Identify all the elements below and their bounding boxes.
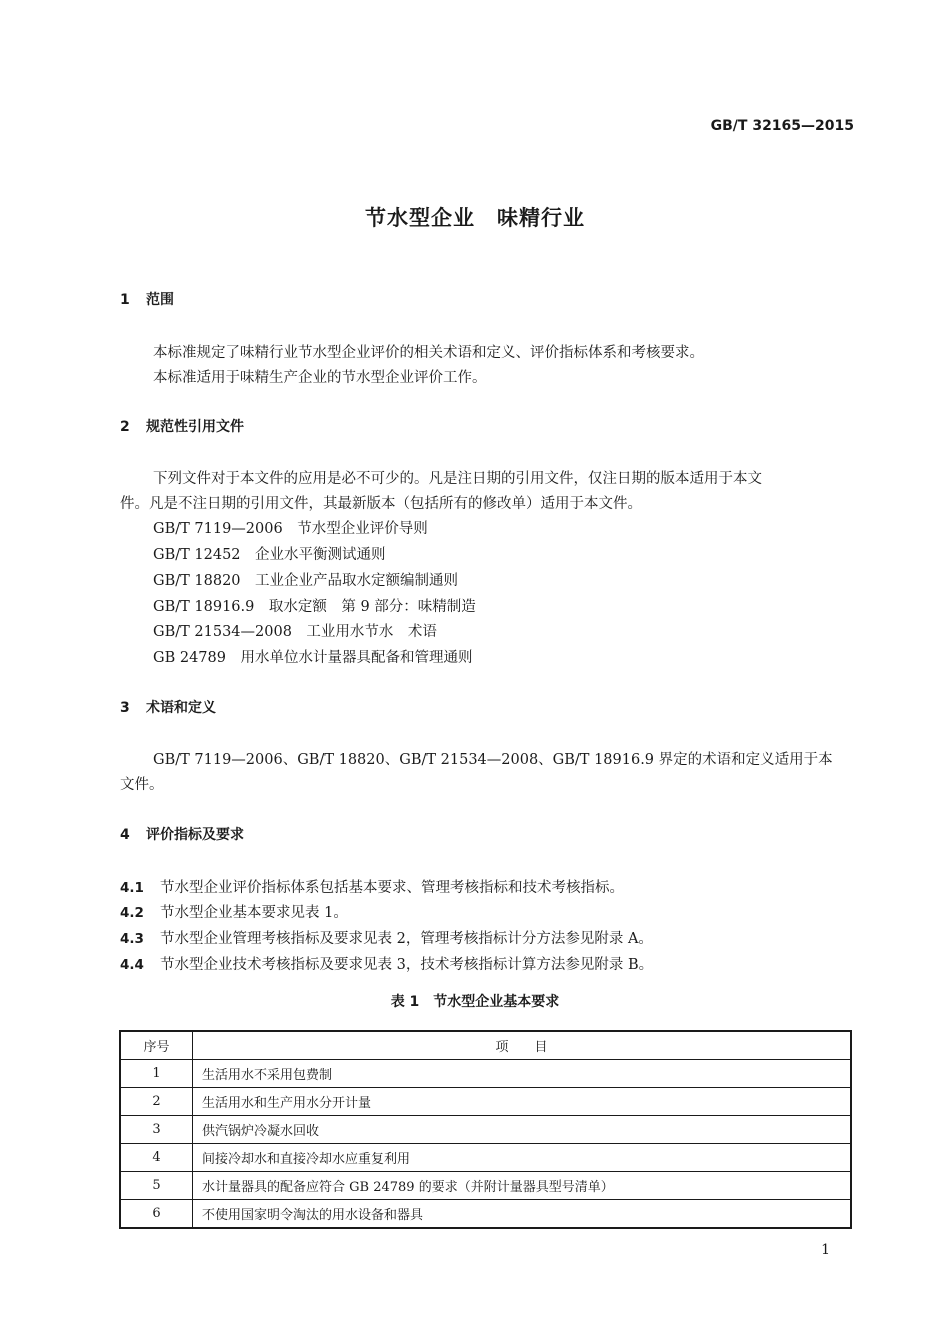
clause-4-2 — [120, 901, 348, 922]
paragraph: 本标准适用于味精生产企业的节水型企业评价工作。 — [153, 370, 487, 386]
reference-item: GB/T 18916.9 取水定额 第 9 部分：味精制造 — [153, 599, 476, 615]
section-title: 评价指标及要求 — [146, 827, 244, 843]
requirements-table — [119, 1030, 852, 1229]
reference-item: GB/T 12452 企业水平衡测试通则 — [153, 547, 386, 563]
clause-4-1 — [120, 876, 624, 897]
column-header-index: 序号 — [120, 1031, 193, 1060]
section-2-heading — [120, 416, 244, 436]
table-caption: 表 1 节水型企业基本要求 — [390, 994, 560, 1010]
paragraph-continuation: 件。凡是不注日期的引用文件，其最新版本（包括所有的修改单）适用于本文件。 — [120, 496, 642, 512]
row-item: 生活用水和生产用水分开计量 — [193, 1088, 852, 1116]
clause-4-3 — [120, 927, 653, 948]
paragraph: 本标准规定了味精行业节水型企业评价的相关术语和定义、评价指标体系和考核要求。 — [153, 345, 704, 361]
reference-item: GB/T 7119—2006 节水型企业评价导则 — [153, 521, 428, 537]
row-index: 4 — [120, 1144, 193, 1172]
clause-text: 节水型企业管理考核指标及要求见表 2，管理考核指标计分方法参见附录 A。 — [160, 931, 653, 947]
table-row — [120, 1060, 851, 1088]
section-1-heading — [120, 289, 174, 309]
row-item: 不使用国家明令淘汰的用水设备和器具 — [193, 1200, 852, 1229]
reference-item: GB 24789 用水单位水计量器具配备和管理通则 — [153, 650, 473, 666]
row-index: 3 — [120, 1116, 193, 1144]
clause-text: 节水型企业评价指标体系包括基本要求、管理考核指标和技术考核指标。 — [160, 880, 624, 896]
table-header-row — [120, 1031, 851, 1060]
reference-item: GB/T 18820 工业企业产品取水定额编制通则 — [153, 573, 459, 589]
clause-number: 4.1 — [120, 880, 144, 896]
reference-item: GB/T 21534—2008 工业用水节水 术语 — [153, 624, 437, 640]
section-title: 规范性引用文件 — [146, 419, 244, 435]
paragraph-continuation: 文件。 — [120, 777, 164, 793]
paragraph: 下列文件对于本文件的应用是必不可少的。凡是注日期的引用文件，仅注日期的版本适用于本文 — [153, 471, 762, 487]
table-row — [120, 1116, 851, 1144]
section-3-heading — [120, 697, 216, 717]
standard-code: GB/T 32165—2015 — [710, 118, 854, 134]
page-number: 1 — [821, 1242, 830, 1258]
section-title: 范围 — [146, 292, 174, 308]
table-row — [120, 1200, 851, 1229]
clause-number: 4.3 — [120, 931, 144, 947]
row-item: 供汽锅炉冷凝水回收 — [193, 1116, 852, 1144]
table-row — [120, 1172, 851, 1200]
row-index: 6 — [120, 1200, 193, 1229]
column-header-item: 项 目 — [193, 1031, 852, 1060]
section-4-heading — [120, 824, 244, 844]
row-index: 1 — [120, 1060, 193, 1088]
paragraph: GB/T 7119—2006、GB/T 18820、GB/T 21534—2008、GB/T 18916.9 界定的术语和定义适用于本 — [153, 752, 833, 768]
row-item: 生活用水不采用包费制 — [193, 1060, 852, 1088]
section-title: 术语和定义 — [146, 700, 216, 716]
row-item: 水计量器具的配备应符合 GB 24789 的要求（并附计量器具型号清单） — [193, 1172, 852, 1200]
section-number: 3 — [120, 700, 130, 716]
document-title: 节水型企业 味精行业 — [365, 206, 585, 230]
clause-number: 4.2 — [120, 905, 144, 921]
table-row — [120, 1088, 851, 1116]
table-row — [120, 1144, 851, 1172]
row-item: 间接冷却水和直接冷却水应重复利用 — [193, 1144, 852, 1172]
clause-text: 节水型企业基本要求见表 1。 — [160, 905, 348, 921]
clause-number: 4.4 — [120, 957, 144, 973]
section-number: 2 — [120, 419, 130, 435]
section-number: 4 — [120, 827, 130, 843]
row-index: 2 — [120, 1088, 193, 1116]
clause-text: 节水型企业技术考核指标及要求见表 3，技术考核指标计算方法参见附录 B。 — [160, 957, 654, 973]
section-number: 1 — [120, 292, 130, 308]
clause-4-4 — [120, 953, 653, 974]
row-index: 5 — [120, 1172, 193, 1200]
